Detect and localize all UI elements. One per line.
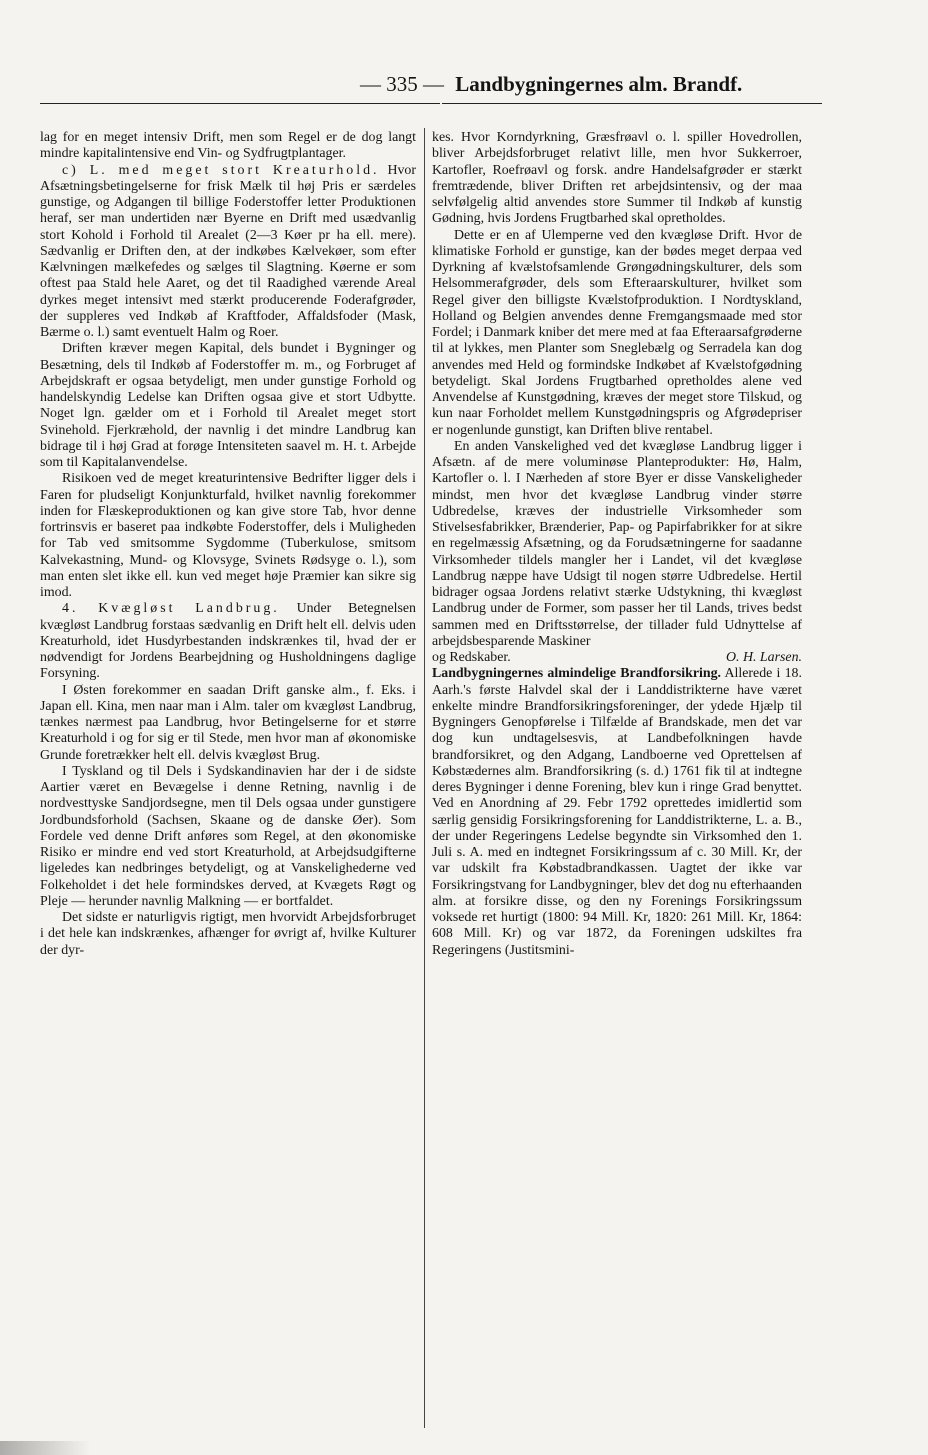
paragraph: lag for en meget intensiv Drift, men som Regel er de dog langt mindre kapitalintensive end Vin- og Sydfrugtplantager.: [40, 130, 416, 162]
paragraph: I Tyskland og til Dels i Sydskandinavien har der i de sidste Aartier været en Bevægelse i denne Retning, navnlig i de nordvesttyske Sandjordsegne, men til Dels ogsaa under gunstigere Jordbundsforhold (Sachsen, Skaane og de danske Øer). Som Fordele ved denne Drift anføres som Regel, at den økonomiske Risiko er mindre end ved stort Kreaturhold, at Arbejdsudgifterne ligeledes kan nedbringes betydeligt, og at Vanskelighederne ved Folkeholdet i det hele formindskes derved, at Kvægets Røgt og Pleje — herunder navnlig Malkning — er bortfaldet.: [40, 763, 416, 909]
header-rule-right: [442, 103, 822, 104]
paragraph: Driften kræver megen Kapital, dels bundet i Bygninger og Besætning, dels til Indkøb af Foderstoffer m. m., og Forbruget af Arbejdskraft er ogsaa betydeligt, men under gunstige Forhold og handelskyndig Ledelse kan Driften ogsaa give et stort Udbytte. Noget lgn. gælder om et i Forhold til Arealet meget stort Svinehold. Fjerkræhold, der navnlig i det mindre Landbrug kan bidrage til i høj Grad at forøge Intensiteten saavel m. H. t. Arbejde som til Kapitalanvendelse.: [40, 341, 416, 470]
paragraph: [40, 163, 416, 342]
scan-edge-mark: [0, 1441, 90, 1455]
paragraph: En anden Vanskelighed ved det kvægløse Landbrug ligger i Afsætn. af de mere voluminøse Planteprodukter: Hø, Halm, Kartofler o. l. I Nærheden af store Byer er disse Vanskeligheder mindst, men hvor det kvægløse Landbrug vinder større Udbredelse, kræves der industrielle Virksomheder som Stivelsesfabrikker, Brænderier, Pap- og Papirfabrikker for at sikre en regelmæssig Afsætning, og da Forudsætningerne for saadanne Virksomheder tildels mangler her i Landet, vil det kvægløse Landbrug næppe have Udsigt til nogen større Udbredelse. Hertil bidrager ogsaa Jordens relativt stærke Udstykning, thi kvægløst Landbrug under de Former, som passer her til Lands, trives bedst sammen med en Driftsstørrelse, der tillader fuld Udnyttelse af arbejdsbesparende Maskiner: [432, 438, 802, 649]
signature-line: [432, 650, 802, 666]
header-title: Landbygningernes alm. Brandf.: [455, 72, 743, 96]
author-signature: O. H. Larsen.: [725, 650, 802, 665]
section-lead: c) L. med meget stort Kreaturhold.: [62, 162, 380, 178]
paragraph-text: Hvor Afsætningsbetingelserne for frisk Mælk til høj Pris er særdeles gunstige, og Adgangen til billige Foderstoffer letter Produktionen heraf, ser man undertiden nær Byerne en Drift med usædvanlig stort Kohold i Forhold til Arealet (2—3 Køer pr ha ell. mere). Sædvanlig er Driften den, at der indkøbes Kælvekøer, som efter Kælvningen mælkefedes og sælges til Slagtning. Køerne er som oftest paa Stald hele Aaret, og det til Raadighed værende Areal dyrkes meget intensivt med stærkt producerende Foderafgrøder, der suppleres ved Indkøb af Kraftfoder, Affaldsfoder (Mask, Bærme o. l.) samt eventuelt Halm og Roer.: [40, 162, 416, 340]
header-rule-left: [40, 103, 440, 104]
running-header: [360, 72, 820, 97]
section-lead: 4. Kvægløst Landbrug.: [62, 601, 280, 617]
paragraph: Risikoen ved de meget kreaturintensive Bedrifter ligger dels i Faren for pludseligt Konjunkturfald, hvilket navnlig forekommer inden for Flæskeproduktionen og kan give store Tab, hvor denne fortrinsvis er baseret paa indkøbte Foderstoffer, dels i Muligheden for Tab ved smitsomme Sygdomme (Tuberkulose, smitsom Kalvekastning, Mund- og Klovsyge, Svinets Rødsyge o. l.), som man enten slet ikke ell. kun ved meget høje Præmier kan sikre sig imod.: [40, 471, 416, 600]
paragraph: I Østen forekommer en saadan Drift ganske alm., f. Eks. i Japan ell. Kina, men naar man i Alm. taler om kvægløst Landbrug, tænkes nærmest paa Landbrug, hvor Betingelserne for et større Kreaturhold i og for sig er til Stede, men hvor man af økonomiske Grunde foretrækker helt ell. delvis kvægløst Brug.: [40, 682, 416, 763]
column-divider: [424, 128, 425, 1428]
paragraph: Det sidste er naturligvis rigtigt, men hvorvidt Arbejdsforbruget i det hele kan indskrænkes, afhænger for øvrigt af, hvilke Kulturer der dyr-: [40, 910, 416, 958]
paragraph: [40, 601, 416, 682]
paragraph: Dette er en af Ulemperne ved den kvægløse Drift. Hvor de klimatiske Forhold er gunstige, kan der bødes meget derpaa ved Dyrkning af kvælstofsamlende Grøngødningskulturer, dels som Helsommerafgrøder, dels som Efteraarskulturer, hvilket som Regel giver den billigste Kvælstofproduktion. I Nordtyskland, Holland og Belgien anvendes denne Fremgangsmaade med stor Fordel; i Danmark kniber det mere med at faa Efteraarsafgrøderne til at lykkes, men Planter som Sneglebælg og Serradela kan dog anvendes med Held og formindske Indkøbet af Kvælstofgødning betydeligt. Skal Jordens Frugtbarhed opretholdes alene ved Anvendelse af Kunstgødning, kræves der meget store Tilskud, og kun naar Forholdet mellem Kunstgødningspris og Afgrødepriser er nogenlunde gunstigt, kan Driften blive rentabel.: [432, 227, 802, 438]
paragraph: kes. Hvor Korndyrkning, Græsfrøavl o. l. spiller Hovedrollen, bliver Arbejdsforbruget relativt lille, men hvor Sukkerroer, Kartofler, Roefrøavl og forsk. andre Handelsafgrøder er stærkt fremtrædende, bliver Driften ret arbejdsintensiv, og der maa selvfølgelig altid anvendes store Summer til Indkøb af kunstig Gødning, hvis Jordens Frugtbarhed skal opretholdes.: [432, 130, 802, 227]
right-column: [432, 130, 802, 1440]
page-number: — 335 —: [360, 72, 444, 96]
left-column: [40, 130, 416, 1440]
paragraph-text: Under Betegnelsen kvægløst Landbrug forstaas sædvanlig en Drift helt ell. delvis uden Kreaturhold, idet Husdyrbestanden indskrænkes til, hvad der er nødvendigt for Jordens Bearbejdning og Husholdningens daglige Forsyning.: [40, 601, 416, 682]
entry-heading: Landbygningernes almindelige Brandforsikring.: [432, 666, 722, 682]
paragraph-text: Allerede i 18. Aarh.'s første Halvdel skal der i Landdistrikterne have været enkelte mindre Brandforsikringsforeninger, der ydede Hjælp til Bygningers Genopførelse i Tilfælde af Brandskade, men det var dog kun undtagelsesvis, at Landbefolkningen havde brandforsikret, og den Adgang, Landboerne ved Oprettelsen af Købstædernes alm. Brandforsikring (s. d.) 1761 fik til at indtegne deres Bygninger i denne Forening, blev kun i ringe Grad benyttet. Ved en Anordning af 29. Febr 1792 oprettedes imidlertid som særlig gensidig Forsikringsforening for Landdistrikterne, L. a. B., der under Regeringens Ledelse begyndte sin Virksomhed den 1. Juli s. A. med en indtegnet Forsikringssum af c. 30 Mill. Kr, der var udskilt fra Købstadbrandkassen. Uagtet der ikke var Forsikringstvang for Landbygninger, blev det dog nu efterhaanden alm. at forsikre disse, og den ny Forenings Forsikringssum voksede ret hurtigt (1800: 94 Mill. Kr, 1820: 261 Mill. Kr, 1864: 608 Mill. Kr) og var 1872, da Foreningen udskiltes fra Regeringens (Justitsmini-: [432, 666, 802, 958]
paragraph: [432, 666, 802, 959]
paragraph-text: og Redskaber.: [432, 650, 511, 665]
